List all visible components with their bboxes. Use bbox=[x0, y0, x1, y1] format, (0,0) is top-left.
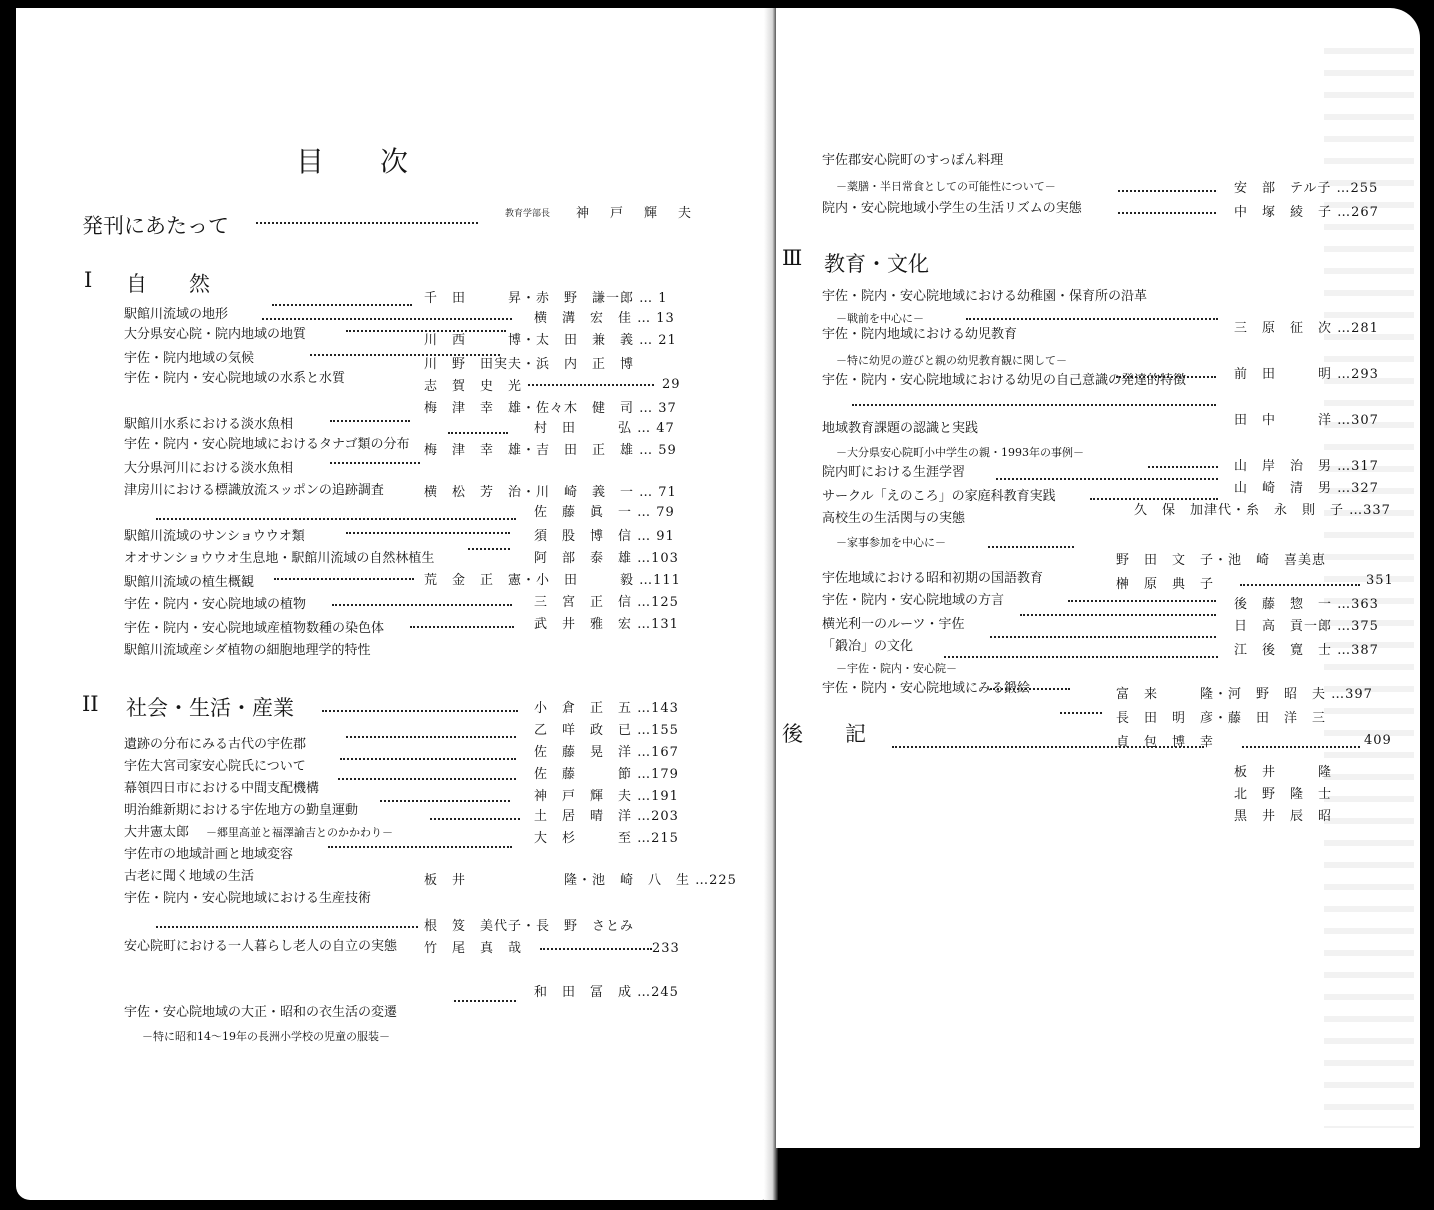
article-author: 板 井 隆・池 崎 八 生 …225 bbox=[424, 873, 737, 888]
leader-dots bbox=[990, 688, 1070, 690]
article-author: 川 西 博・太 田 兼 義 … 21 bbox=[424, 333, 677, 348]
article-title: 宇佐・院内・安心院地域の水系と水質 bbox=[124, 371, 346, 386]
leader-dots bbox=[380, 800, 510, 802]
leader-dots bbox=[1068, 600, 1216, 602]
foreword-author: 神 戸 輝 夫 bbox=[576, 206, 696, 221]
article-author: 佐 藤 晃 洋 …167 bbox=[534, 745, 679, 760]
article-title: 明治維新期における宇佐地方の勤皇運動 bbox=[124, 803, 359, 818]
article-author: 長 田 明 彦・藤 田 洋 三 bbox=[1116, 711, 1327, 726]
article-author: 武 井 雅 宏 …131 bbox=[534, 617, 679, 632]
article-title: 大井憲太郎 bbox=[124, 825, 190, 840]
section-1-title: 自 然 bbox=[126, 272, 210, 296]
section-2-numeral: II bbox=[82, 692, 99, 716]
leader-dots bbox=[330, 420, 410, 422]
article-author: 横 溝 宏 佳 … 13 bbox=[534, 311, 675, 326]
article-title: 駅館川流域の地形 bbox=[124, 307, 229, 322]
article-title: 幕領四日市における中間支配機構 bbox=[124, 781, 320, 796]
article-author: 佐 藤 節 …179 bbox=[534, 767, 679, 782]
article-title: 津房川における標識放流スッポンの追跡調査 bbox=[124, 483, 384, 498]
article-title: 院内・安心院地域小学生の生活リズムの実態 bbox=[822, 201, 1082, 216]
article-title: 宇佐・院内・安心院地域における生産技術 bbox=[124, 891, 372, 906]
leader-dots bbox=[892, 746, 1204, 748]
article-author: 貞 包 博 幸 bbox=[1116, 735, 1215, 750]
article-title: 古老に聞く地域の生活 bbox=[124, 869, 255, 884]
leader-dots bbox=[338, 778, 516, 780]
leader-dots bbox=[528, 384, 654, 386]
leader-dots bbox=[448, 432, 508, 434]
leader-dots bbox=[1148, 466, 1218, 468]
toc-title: 目 次 bbox=[296, 145, 409, 178]
leader-dots bbox=[1118, 212, 1216, 214]
article-author: 竹 尾 真 哉 bbox=[424, 941, 523, 956]
article-title: 「鍛冶」の文化 bbox=[822, 639, 914, 654]
article-title: 駅館川流域のサンショウウオ類 bbox=[124, 529, 305, 544]
leader-dots bbox=[156, 926, 418, 928]
article-title: 宇佐・院内・安心院地域産植物数種の染色体 bbox=[124, 621, 385, 636]
leader-dots bbox=[944, 656, 1218, 658]
leader-dots bbox=[540, 948, 652, 950]
article-title: 宇佐・院内・安心院地域の方言 bbox=[822, 593, 1005, 608]
foreword-role: 教育学部長 bbox=[505, 209, 551, 219]
article-title: 地域教育課題の認識と実践 bbox=[822, 421, 979, 436]
article-title: サークル「えのころ」の家庭科教育実践 bbox=[822, 489, 1056, 504]
article-title: 高校生の生活関与の実態 bbox=[822, 511, 966, 526]
article-author: 久 保 加津代・糸 永 則 子 …337 bbox=[1134, 503, 1391, 518]
article-author: 山 崎 清 男 …327 bbox=[1234, 481, 1379, 496]
article-title: 宇佐・院内・安心院地域にみる鍛絵 bbox=[822, 681, 1031, 696]
article-author: 千 田 昇・赤 野 謙一郎 … 1 bbox=[424, 291, 668, 306]
article-author: 黒 井 辰 昭 bbox=[1234, 809, 1333, 824]
article-author: 北 野 隆 士 bbox=[1234, 787, 1333, 802]
article-author: 土 居 晴 洋 …203 bbox=[534, 809, 679, 824]
section-2-title: 社会・生活・産業 bbox=[126, 696, 294, 720]
article-author: 乙 咩 政 已 …155 bbox=[534, 723, 679, 738]
section-1-numeral: I bbox=[84, 268, 93, 292]
leader-dots bbox=[332, 604, 512, 606]
article-author: 江 後 寛 士 …387 bbox=[1234, 643, 1379, 658]
article-author: 横 松 芳 治・川 崎 義 一 … 71 bbox=[424, 485, 677, 500]
leader-dots bbox=[1118, 190, 1216, 192]
leader-dots bbox=[990, 636, 1216, 638]
article-author: 三 宮 正 信 …125 bbox=[534, 595, 679, 610]
article-title: 院内町における生涯学習 bbox=[822, 465, 966, 480]
leader-dots bbox=[328, 846, 512, 848]
article-title: 宇佐・院内・安心院地域の植物 bbox=[124, 597, 307, 612]
leader-dots bbox=[1240, 584, 1360, 586]
leader-dots bbox=[340, 758, 516, 760]
article-author: 梅 津 幸 雄・佐々木 健 司 … 37 bbox=[424, 401, 677, 416]
page-number: 233 bbox=[652, 941, 680, 956]
article-author: 山 岸 治 男 …317 bbox=[1234, 459, 1379, 474]
article-title: 大分県安心院・院内地域の地質 bbox=[124, 327, 307, 342]
article-title: 宇佐地域における昭和初期の国語教育 bbox=[822, 571, 1044, 586]
article-title: 安心院町における一人暮らし老人の自立の実態 bbox=[124, 939, 398, 954]
leader-dots bbox=[988, 546, 1074, 548]
article-author: 田 中 洋 …307 bbox=[1234, 413, 1379, 428]
article-title: 宇佐・院内・安心院地域における幼稚園・保育所の沿革 bbox=[822, 289, 1148, 304]
leader-dots bbox=[468, 548, 510, 550]
article-title: 宇佐・院内地域の気候 bbox=[124, 351, 255, 366]
leader-dots bbox=[1090, 498, 1218, 500]
leader-dots bbox=[272, 304, 412, 306]
article-author: 須 股 博 信 … 91 bbox=[534, 529, 675, 544]
leader-dots bbox=[430, 818, 520, 820]
afterword-title: 後 記 bbox=[782, 722, 866, 746]
leader-dots bbox=[330, 462, 420, 464]
article-title: 宇佐・安心院地域の大正・昭和の衣生活の変遷 bbox=[124, 1005, 398, 1020]
article-title: 遺跡の分布にみる古代の宇佐郡 bbox=[124, 737, 307, 752]
article-author: 安 部 テル子 …255 bbox=[1234, 181, 1379, 196]
leader-dots bbox=[156, 518, 516, 520]
article-author: 板 井 隆 bbox=[1234, 765, 1333, 780]
leader-dots bbox=[454, 1000, 516, 1002]
section-3-title: 教育・文化 bbox=[824, 252, 929, 276]
leader-dots bbox=[256, 222, 478, 224]
article-title: 横光利一のルーツ・宇佐 bbox=[822, 617, 965, 632]
page-number: 409 bbox=[1364, 733, 1392, 748]
article-title: 宇佐郡安心院町のすっぽん料理 bbox=[822, 153, 1004, 168]
leader-dots bbox=[996, 478, 1218, 480]
leader-dots bbox=[346, 736, 516, 738]
article-author: 和 田 冨 成 …245 bbox=[534, 985, 679, 1000]
leader-dots bbox=[322, 710, 518, 712]
article-title: 駅館川水系における淡水魚相 bbox=[124, 417, 294, 432]
foreword-title: 発刊にあたって bbox=[82, 214, 229, 238]
article-author: 日 高 貢一郎 …375 bbox=[1234, 619, 1379, 634]
article-subtitle: －大分県安心院町小中学生の親・1993年の事例－ bbox=[836, 446, 1084, 459]
article-author: 根 笈 美代子・長 野 さとみ bbox=[424, 919, 635, 934]
article-subtitle: －薬膳・半日常食としての可能性について－ bbox=[836, 180, 1056, 193]
article-subtitle: －特に幼児の遊びと親の幼児教育観に関して－ bbox=[836, 354, 1067, 367]
article-subtitle: －家事参加を中心に－ bbox=[836, 536, 946, 549]
article-author: 前 田 明 …293 bbox=[1234, 367, 1379, 382]
article-title: 大分県河川における淡水魚相 bbox=[124, 461, 294, 476]
article-author: 神 戸 輝 夫 …191 bbox=[534, 789, 679, 804]
page-number: 351 bbox=[1366, 573, 1394, 588]
leader-dots bbox=[966, 318, 1218, 320]
article-author: 梅 津 幸 雄・吉 田 正 雄 … 59 bbox=[424, 443, 677, 458]
article-author: 大 杉 至 …215 bbox=[534, 831, 679, 846]
leader-dots bbox=[410, 626, 514, 628]
article-author: 小 倉 正 五 …143 bbox=[534, 701, 679, 716]
article-author: 榊 原 典 子 bbox=[1116, 577, 1215, 592]
article-author: 荒 金 正 憲・小 田 毅 …111 bbox=[424, 573, 681, 588]
article-subtitle: －宇佐・院内・安心院－ bbox=[836, 662, 957, 675]
article-title: 駅館川流域の植生概観 bbox=[124, 575, 255, 590]
leader-dots bbox=[1242, 746, 1360, 748]
article-author: 村 田 弘 … 47 bbox=[534, 421, 675, 436]
leader-dots bbox=[1116, 376, 1216, 378]
article-author: 佐 藤 眞 一 … 79 bbox=[534, 505, 675, 520]
article-title: オオサンショウウオ生息地・駅館川流域の自然林植生 bbox=[124, 551, 435, 566]
leader-dots bbox=[1060, 712, 1102, 714]
article-title: 宇佐・院内・安心院地域におけるタナゴ類の分布 bbox=[124, 437, 410, 452]
article-author: 富 来 隆・河 野 昭 夫 …397 bbox=[1116, 687, 1373, 702]
article-title: 駅館川流域産シダ植物の細胞地理学的特性 bbox=[124, 643, 371, 658]
page-number: 29 bbox=[662, 377, 681, 392]
article-author: 後 藤 惣 一 …363 bbox=[1234, 597, 1379, 612]
leader-dots bbox=[274, 578, 414, 580]
leader-dots bbox=[1020, 614, 1216, 616]
article-author: 志 賀 史 光 bbox=[424, 379, 523, 394]
article-subtitle: －戦前を中心に－ bbox=[836, 312, 924, 325]
article-title: 宇佐・院内地域における幼児教育 bbox=[822, 327, 1018, 342]
leader-dots bbox=[262, 318, 512, 320]
article-author: 野 田 文 子・池 崎 喜美恵 bbox=[1116, 553, 1327, 568]
article-author: 三 原 征 次 …281 bbox=[1234, 321, 1379, 336]
article-author: 中 塚 綾 子 …267 bbox=[1234, 205, 1379, 220]
article-subtitle: －特に昭和14～19年の長洲小学校の児童の服装－ bbox=[142, 1030, 390, 1043]
section-3-numeral: Ⅲ bbox=[782, 246, 803, 270]
leader-dots bbox=[852, 404, 1216, 406]
article-subtitle: －郷里高並と福澤諭吉とのかかわり－ bbox=[206, 826, 393, 839]
article-title: 宇佐大宮司家安心院氏について bbox=[124, 759, 306, 774]
article-author: 川 野 田実夫・浜 内 正 博 bbox=[424, 357, 635, 372]
article-title: 宇佐・院内・安心院地域における幼児の自己意識の発達的特徴 bbox=[822, 373, 1187, 388]
article-title: 宇佐市の地域計画と地域変容 bbox=[124, 847, 294, 862]
leader-dots bbox=[346, 532, 510, 534]
article-author: 阿 部 泰 雄 …103 bbox=[534, 551, 679, 566]
